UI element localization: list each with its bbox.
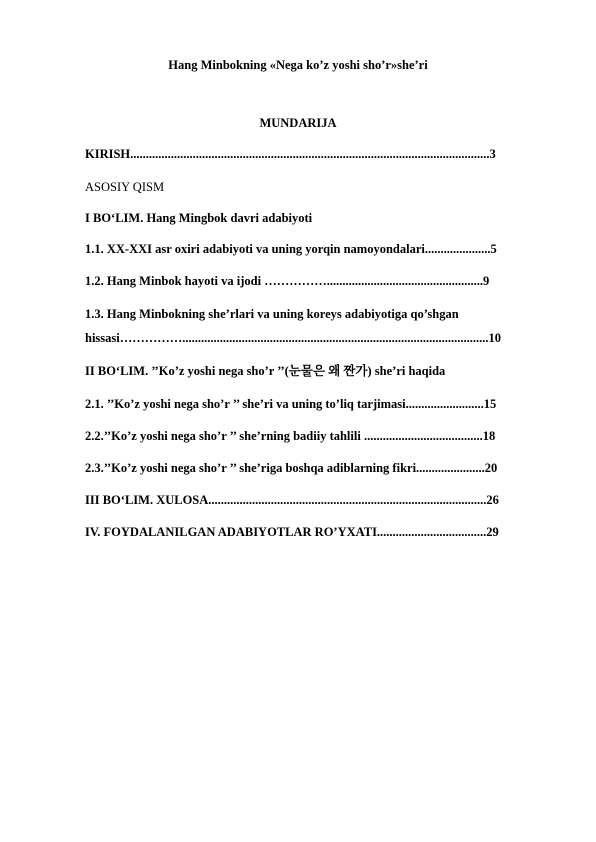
toc-entry-asosiy-qism: ASOSIY QISM (85, 180, 165, 194)
toc-entry-1-3-cont: hissasi……………..................................................................................................10 (85, 331, 501, 345)
toc-entry-kirish: KIRISH...................................................................................................................3 (85, 147, 496, 161)
toc-entry-1-3: 1.3. Hang Minbokning she’rlari va uning koreys adabiyotiga qo’shgan (85, 307, 459, 321)
toc-heading: MUNDARIJA (259, 116, 337, 130)
toc-entry-2-2: 2.2.’’Ko’z yoshi nega sho’r ’’ she’rning badiiy tahlili ......................................18 (85, 429, 496, 443)
toc-entry-bolim-4: IV. FOYDALANILGAN ADABIYOTLAR RO’YXATI...................................29 (85, 525, 499, 539)
toc-entry-2-1: 2.1. ’’Ko’z yoshi nega sho’r ’’ she’ri va uning to’liq tarjimasi.........................15 (85, 397, 497, 411)
toc-entry-bolim-3: III BO‘LIM. XULOSA.........................................................................................26 (85, 493, 499, 507)
toc-entry-1-2: 1.2. Hang Minbok hayoti va ijodi ……………..................................................9 (85, 274, 490, 288)
toc-entry-bolim-2: II BO‘LIM. ’’Ko’z yoshi nega sho’r ’’(눈물은 왜 짠가) she’ri haqida (85, 364, 446, 378)
toc-entry-2-3: 2.3.’’Ko’z yoshi nega sho’r ’’ she’riga boshqa adiblarning fikri......................20 (85, 461, 498, 475)
document-title: Hang Minbokning «Nega ko’z yoshi sho’r»she’ri (168, 58, 428, 72)
toc-entry-bolim-1: I BO‘LIM. Hang Mingbok davri adabiyoti (85, 211, 313, 225)
toc-entry-1-1: 1.1. XX-XXI asr oxiri adabiyoti va uning yorqin namoyondalari.....................5 (85, 242, 497, 256)
